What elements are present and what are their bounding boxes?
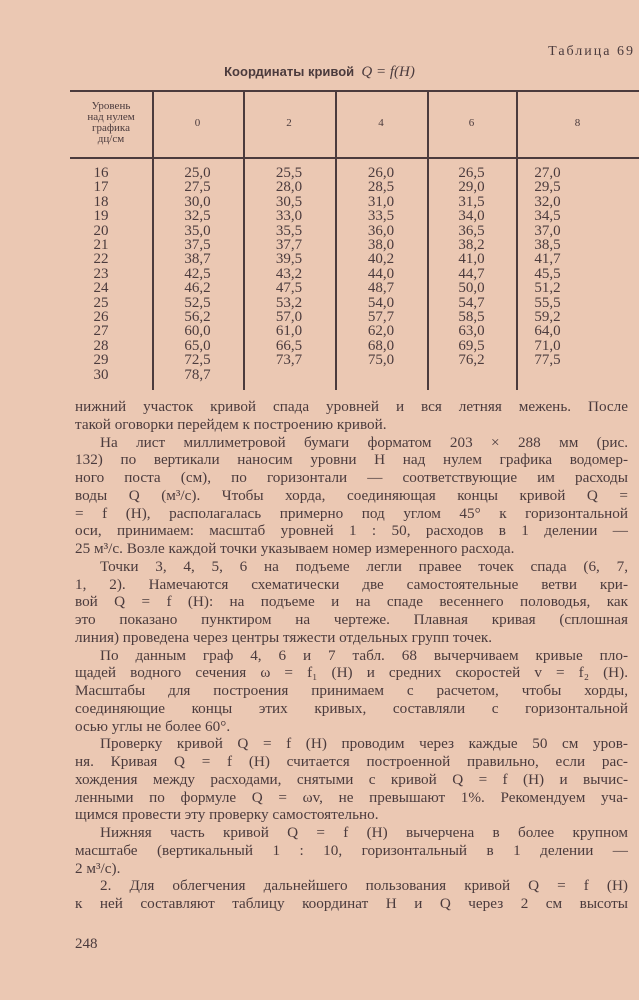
- page-number: 248: [75, 936, 98, 952]
- text-line: хождения между расходами, снятыми с кривой Q = f (H) и вычис-: [75, 770, 628, 788]
- text-line: воды Q (м³/с). Чтобы хорда, соединяющая концы кривой Q =: [75, 486, 628, 504]
- header-column: 8: [574, 116, 581, 129]
- text-line: По данным граф 4, 6 и 7 табл. 68 вычерчиваем кривые пло-: [100, 646, 628, 664]
- text-line: масштабе (вертикальный 1 : 10, горизонтальный в 1 делении —: [75, 841, 628, 859]
- value-cell: 78,7: [184, 366, 211, 383]
- value-cell: 26,0: [367, 165, 395, 181]
- table-row: [70, 324, 639, 338]
- text-line: линия) проведена через центры тяжести отдельных групп точек.: [75, 628, 493, 646]
- table-row: [70, 224, 639, 238]
- value-cell: 38,2: [458, 237, 485, 253]
- value-cell: 30,5: [275, 193, 303, 210]
- text-line: вой Q = f (H): на подъеме и на спаде весеннего половодья, как: [75, 593, 628, 611]
- value-cell: 77,5: [534, 352, 561, 369]
- value-cell: 31,5: [458, 193, 485, 210]
- table-title: [0, 64, 639, 81]
- value-cell: 33,5: [367, 208, 395, 225]
- value-cell: 64,0: [534, 323, 561, 340]
- value-cell: 39,5: [275, 251, 303, 268]
- value-cell: 56,2: [184, 309, 211, 325]
- value-cell: 62,0: [367, 323, 395, 340]
- level-cell: 21: [93, 237, 109, 253]
- header-level: [70, 90, 152, 156]
- level-cell: 17: [93, 179, 109, 196]
- table-row: [70, 368, 639, 382]
- value-cell: 52,5: [184, 294, 211, 311]
- text-line: к ней составляют таблицу координат H и Q через 2 см высоты: [75, 895, 628, 912]
- value-cell: 25,0: [184, 165, 211, 181]
- value-cell: 38,5: [534, 237, 561, 253]
- header-level-line: Уровень: [91, 100, 131, 112]
- text-line: 2. Для облегчения дальнейшего пользования кривой Q = f (H): [100, 877, 628, 895]
- header-column: 0: [194, 116, 201, 129]
- text-line: Точки 3, 4, 5, 6 на подъеме легли правее точек спада (6, 7,: [100, 557, 628, 575]
- value-cell: 75,0: [367, 352, 395, 369]
- level-cell: 20: [93, 222, 109, 239]
- value-cell: 43,2: [275, 265, 303, 282]
- value-cell: 27,0: [534, 165, 561, 181]
- value-cell: 47,5: [275, 280, 303, 297]
- text-line: щимся провести эту проверку самостоятельно.: [75, 806, 379, 824]
- value-cell: 48,7: [367, 280, 395, 297]
- value-cell: 32,5: [184, 208, 211, 225]
- level-cell: 23: [93, 265, 109, 282]
- text-line: 25 м³/с. Возле каждой точки указываем номер измеренного расхода.: [75, 540, 515, 557]
- value-cell: 76,2: [458, 352, 485, 369]
- value-cell: 41,7: [534, 251, 561, 268]
- value-cell: 29,5: [534, 179, 561, 196]
- text-line: ленными по формуле Q = ωv, не превышают 1%. Рекомендуем уча-: [75, 788, 628, 806]
- level-cell: 27: [93, 323, 109, 340]
- value-cell: 50,0: [458, 280, 485, 297]
- value-cell: 42,5: [184, 265, 211, 282]
- value-cell: 68,0: [367, 337, 395, 354]
- value-cell: 36,5: [458, 222, 485, 239]
- header-level-line: графика: [92, 122, 130, 134]
- value-cell: 37,7: [275, 237, 303, 253]
- table-row: [70, 195, 639, 209]
- value-cell: 41,0: [458, 251, 485, 268]
- value-cell: 26,5: [458, 165, 485, 181]
- table-row: [70, 209, 639, 223]
- header-column: 2: [286, 116, 292, 129]
- value-cell: 63,0: [458, 323, 485, 340]
- value-cell: 30,0: [184, 193, 211, 210]
- header-level-line: дц/см: [97, 133, 125, 145]
- value-cell: 57,7: [367, 309, 395, 325]
- text-line: Нижняя часть кривой Q = f (H) вычерчена в более крупном: [100, 824, 628, 841]
- value-cell: 45,5: [534, 265, 561, 282]
- value-cell: 38,7: [184, 251, 211, 268]
- level-cell: 18: [93, 193, 109, 210]
- table-row: [70, 267, 639, 281]
- value-cell: 55,5: [534, 294, 561, 311]
- value-cell: 36,0: [367, 222, 395, 239]
- table-title-text: Координаты кривой: [224, 64, 355, 79]
- header-level-line: над нулем: [87, 111, 135, 123]
- value-cell: 25,5: [275, 165, 303, 181]
- value-cell: 51,2: [534, 280, 561, 297]
- table-header-rule: [70, 157, 639, 159]
- header-column: 6: [468, 116, 475, 129]
- value-cell: 53,2: [275, 294, 303, 311]
- table-row: [70, 310, 639, 324]
- text-line: ня. Кривая Q = f (H) считается построенной правильно, если рас-: [75, 753, 628, 770]
- table-title-formula: Q = f(H): [361, 64, 415, 80]
- value-cell: 54,7: [458, 294, 485, 311]
- text-line: осью углы не более 60°.: [75, 717, 231, 735]
- value-cell: 73,7: [275, 352, 303, 369]
- table-row: [70, 339, 639, 353]
- text-line: = f (H), располагалась примерно под углом 45° к горизонтальной: [75, 504, 628, 522]
- text-line: это показано пунктиром на чертеже. Плавная кривая (сплошная: [75, 611, 628, 628]
- value-cell: 69,5: [458, 337, 485, 354]
- table-row: [70, 166, 639, 180]
- level-cell: 30: [93, 366, 109, 383]
- value-cell: 37,5: [184, 237, 211, 253]
- text-line: 2 м³/с).: [75, 859, 121, 877]
- text-line: На лист миллиметровой бумаги форматом 203 × 288 мм (рис.: [100, 433, 628, 451]
- text-line: Масштабы для построения принимаем с расчетом, чтобы хорды,: [75, 682, 628, 699]
- value-cell: 54,0: [367, 294, 395, 311]
- table-row: [70, 238, 639, 252]
- table-row: [70, 353, 639, 367]
- value-cell: 34,5: [534, 208, 561, 225]
- text-line: 132) по вертикали наносим уровни H над нулем графика водомер-: [75, 451, 628, 469]
- table-row: [70, 252, 639, 266]
- value-cell: 44,0: [367, 265, 395, 282]
- text-line: оси, принимаем: масштаб уровней 1 : 50, расходов в 1 делении —: [75, 522, 628, 540]
- text-line: 1, 2). Намечаются схематически две самостоятельные ветви кри-: [75, 575, 628, 593]
- header-column: 4: [378, 116, 384, 129]
- value-cell: 40,2: [367, 251, 395, 268]
- value-cell: 37,0: [534, 222, 561, 239]
- value-cell: 32,0: [534, 193, 561, 210]
- value-cell: 57,0: [275, 309, 303, 325]
- value-cell: 61,0: [275, 323, 303, 340]
- level-cell: 16: [93, 165, 109, 181]
- table-row: [70, 281, 639, 295]
- text-line: Проверку кривой Q = f (H) проводим через каждые 50 см уров-: [100, 735, 628, 753]
- table-row: [70, 296, 639, 310]
- value-cell: 28,0: [275, 179, 303, 196]
- value-cell: 72,5: [184, 352, 211, 369]
- value-cell: 35,0: [184, 222, 211, 239]
- value-cell: 58,5: [458, 309, 485, 325]
- value-cell: 34,0: [458, 208, 485, 225]
- level-cell: 29: [93, 352, 109, 369]
- value-cell: 71,0: [534, 337, 561, 354]
- level-cell: 28: [93, 337, 109, 354]
- text-line: щадей водного сечения ω = f₁ (H) и средних скоростей v = f₂ (H).: [75, 664, 628, 682]
- value-cell: 27,5: [184, 179, 211, 196]
- value-cell: 33,0: [275, 208, 303, 225]
- value-cell: 38,0: [367, 237, 395, 253]
- value-cell: 28,5: [367, 179, 395, 196]
- level-cell: 24: [93, 280, 109, 297]
- value-cell: 65,0: [184, 337, 211, 354]
- value-cell: 66,5: [275, 337, 303, 354]
- level-cell: 19: [93, 208, 109, 225]
- value-cell: 59,2: [534, 309, 561, 325]
- table-number-label: Таблица 69: [548, 44, 635, 59]
- level-cell: 25: [93, 294, 109, 311]
- text-line: ного поста (см), по горизонтали — соответствующие им расходы: [75, 469, 628, 486]
- level-cell: 22: [93, 251, 109, 268]
- value-cell: 46,2: [184, 280, 211, 297]
- body-text: [75, 398, 628, 913]
- value-cell: 44,7: [458, 265, 485, 282]
- value-cell: 31,0: [367, 193, 395, 210]
- value-cell: 29,0: [458, 179, 485, 196]
- text-line: соединяющие концы этих кривых, составляли с горизонтальной: [75, 699, 628, 717]
- value-cell: 35,5: [275, 222, 303, 239]
- value-cell: 60,0: [184, 323, 211, 340]
- table-row: [70, 180, 639, 194]
- level-cell: 26: [93, 309, 109, 325]
- text-line: нижний участок кривой спада уровней и вся летняя межень. После: [75, 398, 628, 415]
- text-line: такой оговорки перейдем к построению кривой.: [75, 415, 387, 433]
